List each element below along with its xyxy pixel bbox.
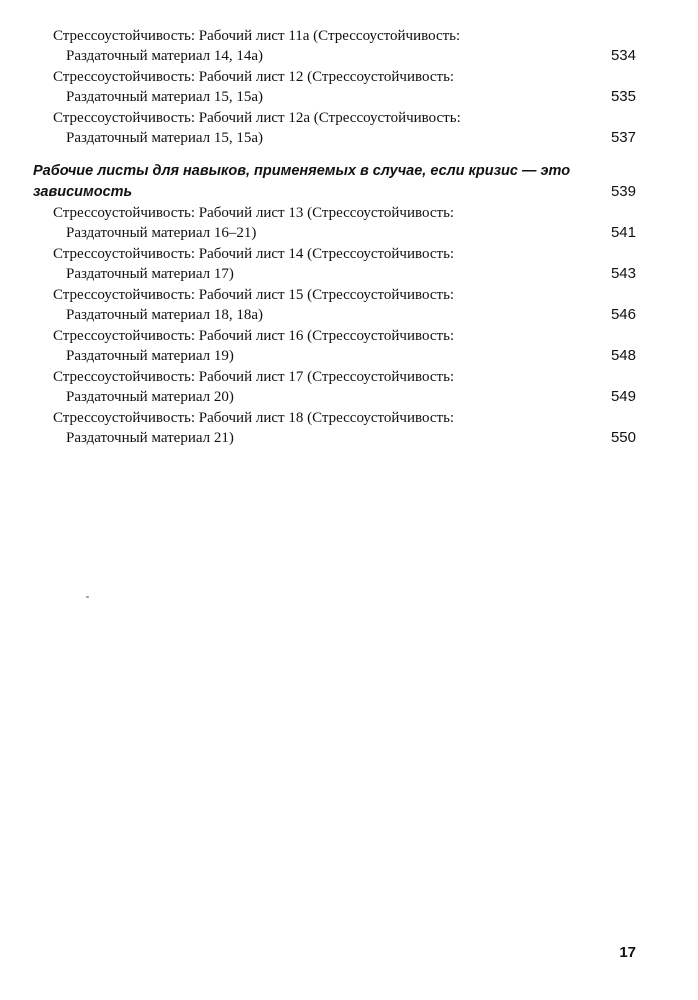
toc-entry-title-continued: Раздаточный материал 17) [66, 266, 234, 282]
toc-entry-title-continued: Раздаточный материал 16–21) [66, 225, 257, 241]
toc-entry-page: 541 [610, 224, 636, 241]
toc-entry-page: 550 [610, 429, 636, 446]
section-title-continued: зависимость [33, 184, 133, 200]
toc-entry-title: Стрессоустойчивость: Рабочий лист 12 (Стрессоустойчивость: [53, 69, 455, 85]
toc-entry [0, 67, 698, 108]
toc-entry-title-continued: Раздаточный материал 15, 15а) [66, 130, 264, 146]
toc-entry [0, 108, 698, 149]
scan-speck [86, 596, 89, 598]
toc-entry-page: 546 [610, 306, 636, 323]
page-number: 17 [619, 944, 636, 961]
toc-entry-title: Стрессоустойчивость: Рабочий лист 16 (Стрессоустойчивость: [53, 328, 455, 344]
toc-section-heading [0, 161, 698, 202]
table-of-contents [0, 26, 698, 449]
toc-entry-page: 548 [610, 347, 636, 364]
toc-entry-title-continued: Раздаточный материал 20) [66, 389, 234, 405]
toc-entry-page: 549 [610, 388, 636, 405]
toc-entry-page: 543 [610, 265, 636, 282]
toc-entry-page: 535 [610, 88, 636, 105]
toc-entry [0, 203, 698, 244]
toc-entry-title-continued: Раздаточный материал 15, 15а) [66, 89, 264, 105]
toc-entry-title: Стрессоустойчивость: Рабочий лист 12а (Стрессоустойчивость: [53, 110, 461, 126]
toc-entry-page: 537 [610, 129, 636, 146]
toc-entry [0, 408, 698, 449]
toc-entry [0, 285, 698, 326]
toc-entry-title-continued: Раздаточный материал 14, 14а) [66, 48, 264, 64]
toc-entry-title: Стрессоустойчивость: Рабочий лист 18 (Стрессоустойчивость: [53, 410, 455, 426]
toc-entry [0, 244, 698, 285]
toc-entry-title-continued: Раздаточный материал 18, 18а) [66, 307, 264, 323]
toc-entry [0, 367, 698, 408]
toc-entry-title: Стрессоустойчивость: Рабочий лист 17 (Стрессоустойчивость: [53, 369, 455, 385]
toc-entry-title: Стрессоустойчивость: Рабочий лист 14 (Стрессоустойчивость: [53, 246, 455, 262]
toc-entry-page: 534 [610, 47, 636, 64]
toc-entry [0, 326, 698, 367]
toc-entry-title: Стрессоустойчивость: Рабочий лист 11а (Стрессоустойчивость: [53, 28, 461, 44]
toc-entry-title-continued: Раздаточный материал 21) [66, 430, 234, 446]
toc-entry-title: Стрессоустойчивость: Рабочий лист 13 (Стрессоустойчивость: [53, 205, 455, 221]
toc-entry-title: Стрессоустойчивость: Рабочий лист 15 (Стрессоустойчивость: [53, 287, 455, 303]
section-title: Рабочие листы для навыков, применяемых в случае, если кризис — это [33, 163, 571, 179]
toc-entry [0, 26, 698, 67]
section-page: 539 [610, 183, 636, 200]
toc-entry-title-continued: Раздаточный материал 19) [66, 348, 234, 364]
